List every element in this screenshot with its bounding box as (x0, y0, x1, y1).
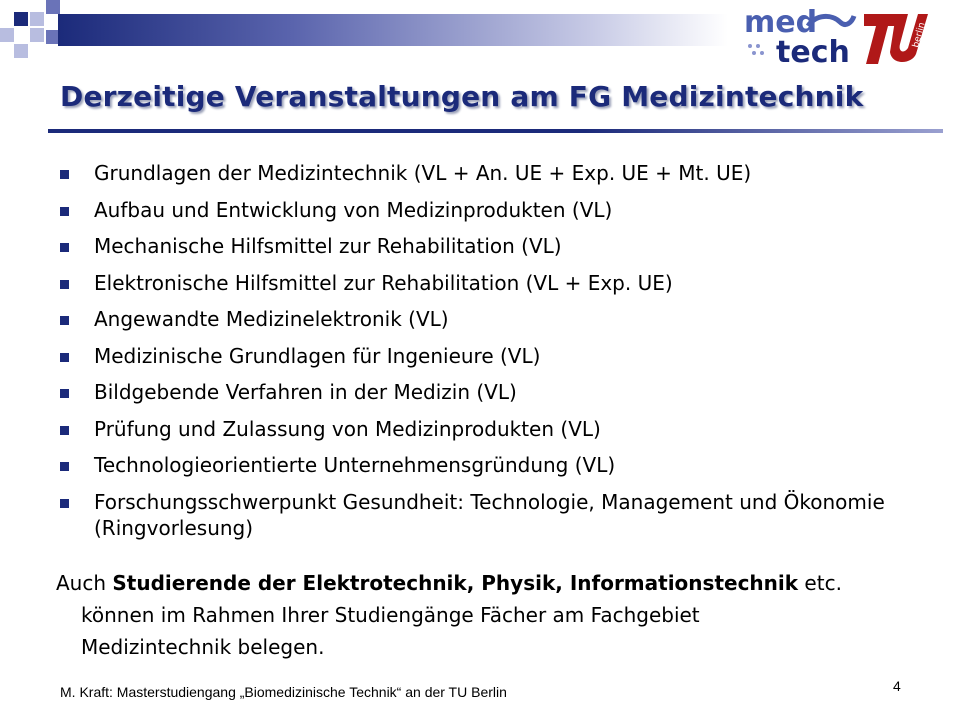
bullet-icon (60, 280, 69, 289)
title-underline (48, 129, 943, 133)
page-number: 4 (893, 678, 901, 694)
list-item: Technologieorientierte Unternehmensgründung (VL) (56, 452, 916, 478)
list-item: Prüfung und Zulassung von Medizinprodukten (VL) (56, 416, 916, 442)
medtech-logo (736, 4, 858, 66)
decor-square (14, 44, 28, 58)
bullet-icon (60, 389, 69, 398)
bullet-icon (60, 243, 69, 252)
list-item: Grundlagen der Medizintechnik (VL + An. UE + Exp. UE + Mt. UE) (56, 160, 916, 186)
bullet-icon (60, 353, 69, 362)
svg-text:tech: tech (776, 35, 850, 66)
decor-square (46, 0, 60, 14)
bullet-icon (60, 170, 69, 179)
note-prefix: Auch (56, 571, 113, 595)
bullet-icon (60, 426, 69, 435)
course-list (56, 160, 916, 551)
list-item: Elektronische Hilfsmittel zur Rehabilitation (VL + Exp. UE) (56, 270, 916, 296)
note-line3: Medizintechnik belegen. (81, 635, 325, 659)
decor-square (30, 28, 44, 42)
note-bold: Studierende der Elektrotechnik, Physik, Informationstechnik (112, 571, 799, 595)
bullet-icon (60, 207, 69, 216)
decor-square (14, 12, 28, 26)
note-line2: können im Rahmen Ihrer Studiengänge Fächer am Fachgebiet (81, 603, 700, 627)
footer-text: M. Kraft: Masterstudiengang „Biomedizinische Technik“ an der TU Berlin (60, 684, 507, 700)
list-item: Aufbau und Entwicklung von Medizinprodukten (VL) (56, 197, 916, 223)
bullet-icon (60, 316, 69, 325)
list-item: Mechanische Hilfsmittel zur Rehabilitation (VL) (56, 233, 916, 259)
note-suffix: etc. (798, 571, 842, 595)
list-item: Forschungsschwerpunkt Gesundheit: Technologie, Management und Ökonomie (Ringvorlesung) (56, 489, 916, 541)
decor-square (0, 28, 14, 42)
note-paragraph (56, 567, 916, 663)
list-item: Medizinische Grundlagen für Ingenieure (VL) (56, 343, 916, 369)
svg-text:med: med (744, 5, 818, 40)
header-gradient-bar (58, 14, 728, 46)
tu-berlin-logo (860, 8, 930, 66)
svg-text:berlin: berlin (911, 21, 928, 49)
slide-title: Derzeitige Veranstaltungen am FG Medizintechnik (60, 80, 864, 113)
list-item: Bildgebende Verfahren in der Medizin (VL) (56, 379, 916, 405)
bullet-icon (60, 462, 69, 471)
decor-square (30, 12, 44, 26)
list-item: Angewandte Medizinelektronik (VL) (56, 306, 916, 332)
bullet-icon (60, 499, 69, 508)
